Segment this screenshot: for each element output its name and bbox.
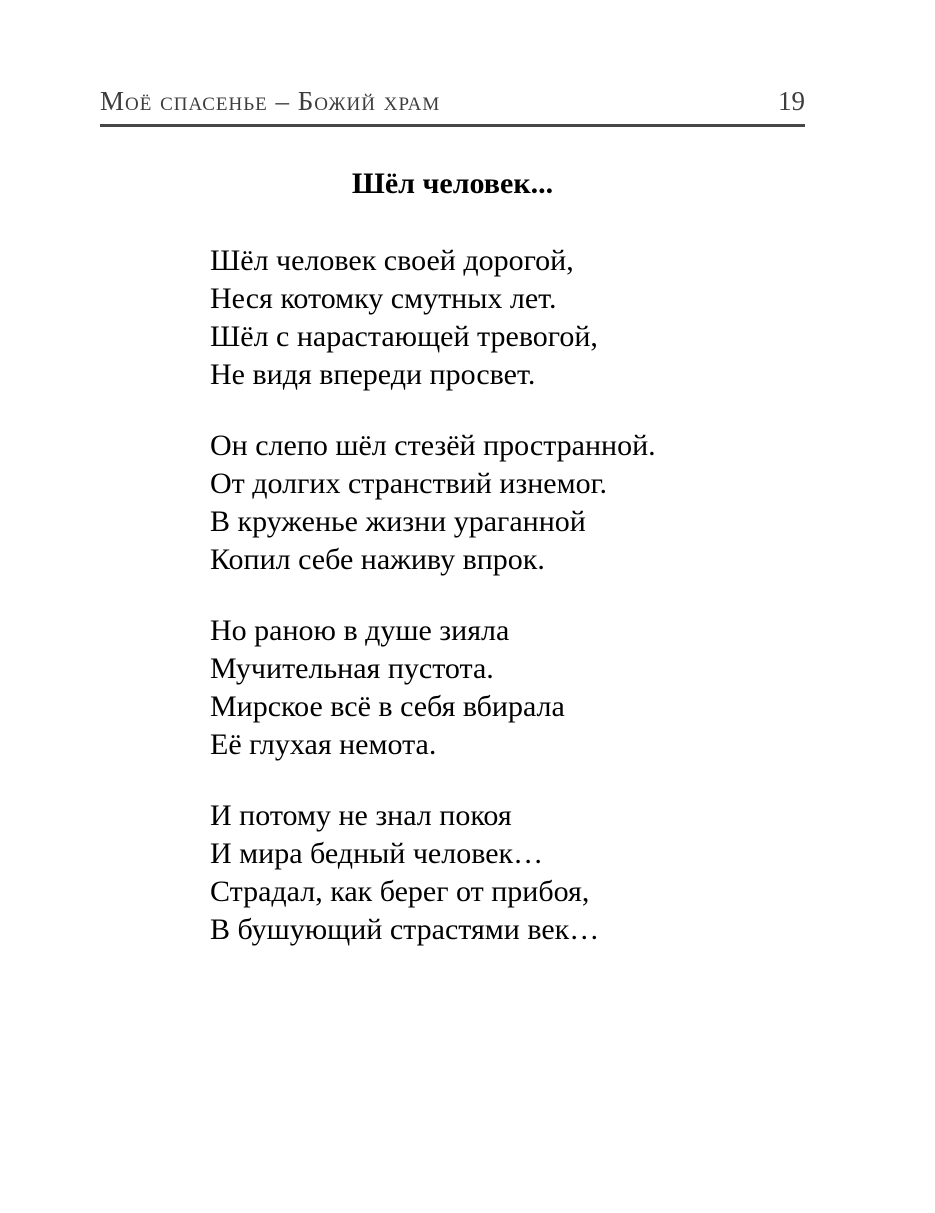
poem-line: Страдал, как берег от прибоя, [210, 875, 590, 908]
poem-stanza [210, 427, 805, 579]
poem-stanzas [210, 242, 805, 949]
poem-line: Но раною в душе зияла [210, 614, 510, 647]
poem-line: Шёл с нарастающей тревогой, [210, 320, 598, 353]
poem-title: Шёл человек... [351, 167, 554, 200]
poem-line: Мирское всё в себя вбирала [210, 690, 565, 723]
poem-line: Копил себе наживу впрок. [210, 543, 545, 576]
poem-line: В круженье жизни ураганной [210, 505, 586, 538]
page-number: 19 [778, 86, 805, 116]
running-header-title: Моё спасенье – Божий храм [100, 86, 441, 116]
poem-line: Мучительная пустота. [210, 652, 494, 685]
poem-line: Шёл человек своей дорогой, [210, 244, 574, 277]
running-header [100, 88, 805, 127]
poem-stanza [210, 242, 805, 394]
poem-stanza [210, 612, 805, 764]
poem-stanza [210, 797, 805, 949]
poem-line: В бушующий страстями век… [210, 913, 600, 946]
poem-line: Её глухая немота. [210, 728, 437, 761]
poem-line: Не видя впереди просвет. [210, 358, 536, 391]
poem-line: И мира бедный человек… [210, 837, 544, 870]
poem-line: От долгих странствий изнемог. [210, 467, 608, 500]
poem-line: И потому не знал покоя [210, 799, 512, 832]
poem-line: Неся котомку смутных лет. [210, 282, 557, 315]
poem-line: Он слепо шёл стезёй пространной. [210, 429, 656, 462]
